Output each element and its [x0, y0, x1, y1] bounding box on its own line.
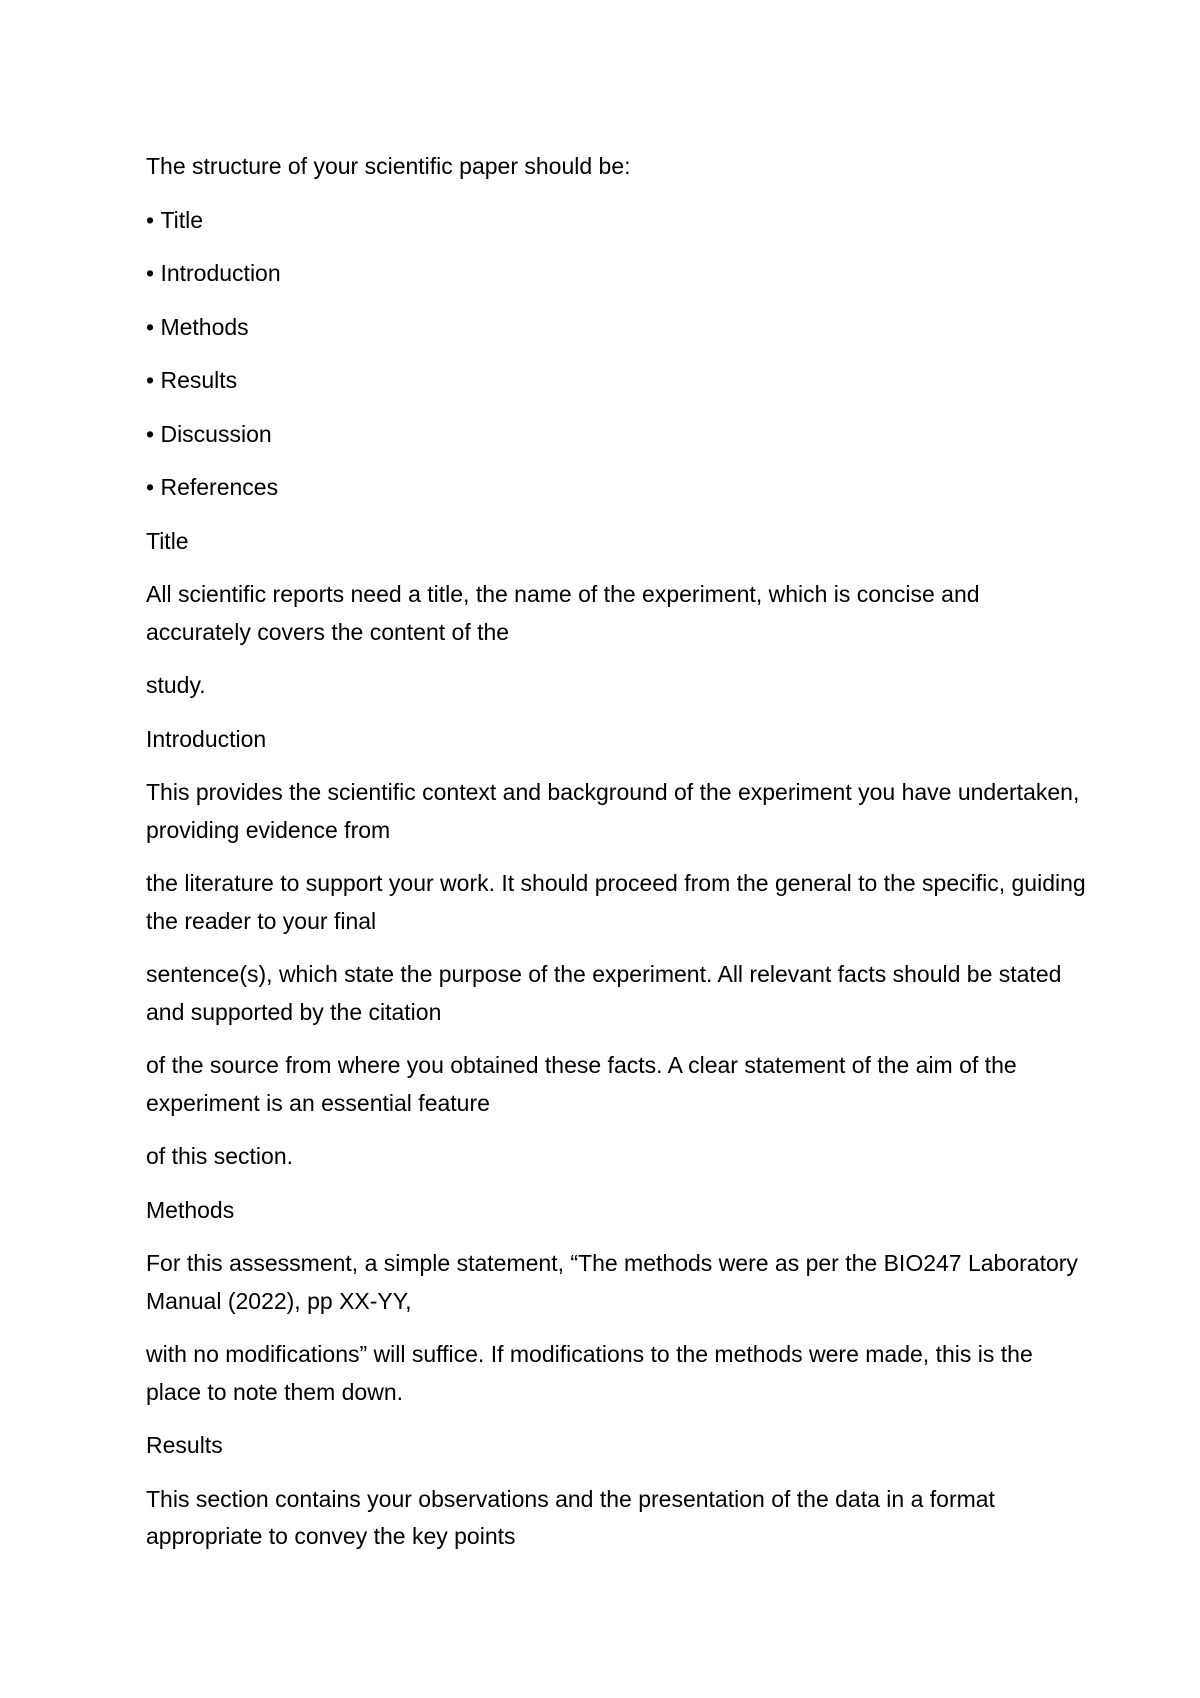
- structure-item-title: • Title: [146, 202, 1086, 240]
- section-heading-introduction: Introduction: [146, 725, 267, 752]
- structure-item-references: • References: [146, 469, 1086, 507]
- introduction-paragraph-4: of the source from where you obtained these facts. A clear statement of the aim of the experiment is an essential feature: [146, 1052, 1017, 1116]
- structure-item-discussion: • Discussion: [146, 416, 1086, 454]
- structure-item-results: • Results: [146, 362, 1086, 400]
- methods-paragraph-2: with no modifications” will suffice. If modifications to the methods were made, this is the place to note them down.: [146, 1341, 1033, 1405]
- section-heading-title: Title: [146, 527, 189, 554]
- results-paragraph-1: This section contains your observations and the presentation of the data in a format appropriate to convey the key points: [146, 1485, 995, 1549]
- document-body: [146, 148, 1086, 1572]
- structure-item-methods: • Methods: [146, 309, 1086, 347]
- introduction-paragraph-5: of this section.: [146, 1143, 294, 1169]
- section-heading-results: Results: [146, 1432, 223, 1458]
- methods-paragraph-1: For this assessment, a simple statement, “The methods were as per the BIO247 Laboratory Manual (2022), pp XX-YY,: [146, 1250, 1078, 1314]
- section-heading-methods: Methods: [146, 1196, 235, 1223]
- title-paragraph-2: study.: [146, 672, 206, 698]
- title-paragraph-1: All scientific reports need a title, the name of the experiment, which is concise and accurately covers the content of the: [146, 581, 980, 645]
- structure-item-introduction: • Introduction: [146, 255, 1086, 293]
- introduction-paragraph-3: sentence(s), which state the purpose of the experiment. All relevant facts should be stated and supported by the citation: [146, 961, 1062, 1025]
- introduction-paragraph-2: the literature to support your work. It should proceed from the general to the specific, guiding the reader to your final: [146, 870, 1086, 934]
- structure-intro: The structure of your scientific paper should be:: [146, 153, 631, 179]
- introduction-paragraph-1: This provides the scientific context and background of the experiment you have undertaken, providing evidence from: [146, 779, 1080, 843]
